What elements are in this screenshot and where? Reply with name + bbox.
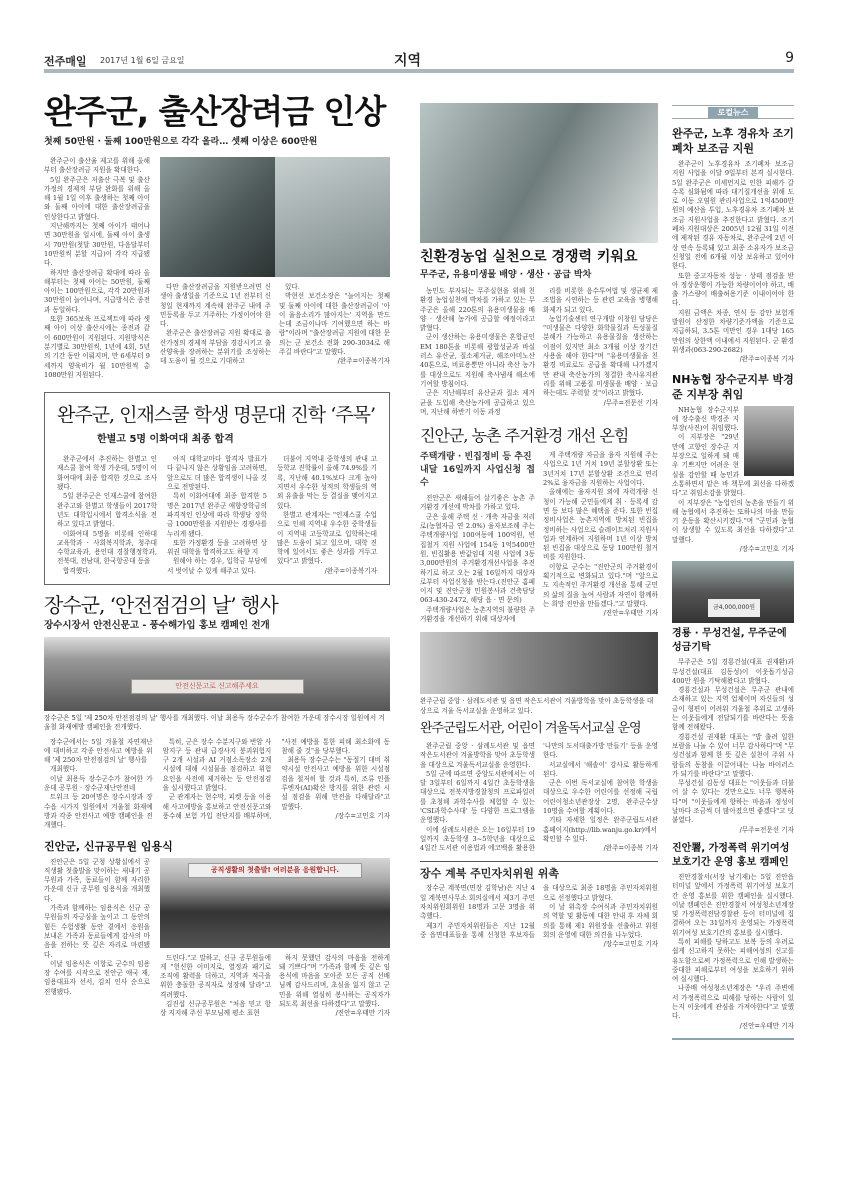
headline-diesel-car: 완주군, 노후 경유차 조기폐차 보조금 지원 bbox=[672, 127, 794, 155]
byline: /진안=우태만 기자 bbox=[603, 609, 658, 618]
photo-mother-baby bbox=[160, 157, 390, 277]
paragraph: 기타 자세한 일정은 완주군립도서관 홈페이지(http://lib.wanju.go.kr)에서 확인할 수 있다. bbox=[543, 816, 658, 843]
subheadline: 첫째 50만원 · 둘째 100만원으로 각각 올라… 셋째 이상은 600만원 bbox=[44, 137, 318, 147]
paragraph: 이 지부장은 "농업인의 농촌을 만들기 위해 농협에서 추진하는 또하나의 마을 만들기 운동을 확산시키겠다."며 "군민과 농협이 상생할 수 있도록 최선을 다하겠다"고 말했다. bbox=[672, 498, 794, 544]
paragraph: 농업기술센터 연구개발 이창원 담당은 "미생물은 다양한 화학물질과 독성물질 분해가 가능하고 유용물질을 생산하는 이점이 있지만 최소 3개월 이상 장기간 사용을 해야 한다"며 "유용미생물을 친환경 비료로도 공급을 확대해 나가겠지만 관내 축산농가의 청결한 축사유지관리를 위해 고품질 미생물을 배양 · 보급하는데도 주력할 것"이라고 밝혔다. bbox=[543, 314, 658, 398]
paragraph: 이 지부장은 "29년 만에 고향인 장수군 지부장으로 일하게 돼 매우 기쁘지만 어려운 현실을 감안할 때 농민과 소통하면서 맡은 바 책무에 최선을 다하겠다"고 취임소감을 밝혔다. bbox=[672, 433, 794, 498]
paragraph: 김진섭 신규공무원은 "처음 믿고 항상 지지해 주신 부모님께 평소 표현 bbox=[160, 1000, 271, 1018]
issue-date: 2017년 1월 6일 금요일 bbox=[100, 56, 185, 65]
article-column bbox=[672, 160, 794, 365]
article-donation bbox=[672, 561, 794, 835]
byline: /진안=우태만 기자 bbox=[739, 1021, 794, 1030]
paragraph: 아직 대학교마다 합격자 발표가 다 끝나지 않은 상황임을 고려하면, 앞으로도 더 많은 합격생이 나올 것으로 전망된다. bbox=[167, 455, 267, 492]
headline-committee: 장수 계북 주민자치위원 위촉 bbox=[420, 867, 559, 881]
paragraph: 있다. bbox=[285, 283, 300, 291]
paragraph: 지원 금액은 차종, 연식 등 감안 보험개발원이 산정한 차량기준가액을 기준으로 지급하되, 3.5톤 미만인 경우 1대당 165만원의 상한액 이내에서 지원된다. 군 환경위생과(063-290-2682) bbox=[672, 308, 794, 354]
paragraph: 최용득 장수군수는 "동절기 대비 취약시설 안전사고 예방을 위한 시설점검을 철저히 할 것과 특히, 조류 인플루엔자(AI)확산 방지를 위한 관련 시설 점검을 위해 만전을 다해달라"고 말했다. bbox=[281, 756, 390, 811]
article-domestic-violence bbox=[672, 842, 794, 1031]
local-news-label: 로컬뉴스 bbox=[708, 107, 758, 118]
article-column bbox=[672, 658, 794, 835]
paragraph: 더불어 지역내 중학생의 관내 고등학교 진학률이 올해 74.9%를 기록, 지난해 40.1%보다 크게 높아지면서 우수한 성적의 학생들의 역외 유출을 막는 등 결실을 맺어지고 있다. bbox=[277, 455, 377, 510]
article-eco-farming bbox=[420, 103, 658, 417]
paragraph: 진안군은 5일 군청 상황실에서 공직생활 첫출발을 맞이하는 새내기 공무원과 가족, 동료들이 함께 자리한 가운데 신규 공무원 임용식을 개최했다. bbox=[44, 857, 150, 903]
paragraph: 장수군 계북면(면장 김학남)은 지난 4일 계북면사무소 회의실에서 제3기 주민자치위원회위원 18명과 고문 3명을 위촉했다. bbox=[420, 884, 535, 921]
donation-check: 금4,000,000원 bbox=[708, 599, 760, 617]
paragraph: 하지 못했던 감사의 마음을 전하게 돼 기쁘다"며 "가족과 함께 뜻 깊은 임용식에 마음을 모아준 모든 공직 선배님께 감사드리며, 초심을 잃지 않고 군민을 위해 열심히 봉사하는 공직자가 되도록 최선을 다하겠다"고 말했다. bbox=[279, 953, 390, 1009]
article-column bbox=[672, 873, 794, 1031]
section-title: 지역 bbox=[394, 53, 422, 69]
paragraph: 군은 지난해부터 유산균과 질소 제거균을 도입해 축산농가에 공급하고 있으며, 지난해 하반기 이동 과정 bbox=[420, 389, 535, 416]
headline-safety-day: 장수군, ‘안전점검의 날’ 행사 bbox=[44, 592, 278, 617]
article-columns bbox=[420, 884, 658, 949]
paragraph: 제3기 주민자치위원들은 지난 12월 중 읍면대표들을 통해 신청한 후보자들을 대상으로 최종 18명을 주민자치위원으로 선정했다고 밝혔다. bbox=[420, 884, 658, 939]
headline-domestic-violence: 진안署, 가정폭력 위기여성 보호기간 운영 홍보 캠페인 bbox=[672, 842, 790, 868]
photo-caption: 장수군은 5일 '제 250차 안전점검의 날' 행사를 개최했다. 이날 최용득 장수군수가 참여한 가운데 장수시장 일원에서 겨울철 화재예방 캠페인을 전개했다. bbox=[44, 713, 385, 732]
paragraph: 완주군에서 추진하는 한별고 인재스쿨 참여 학생 가운데, 5명이 이화여대에 최종 합격한 것으로 조사됐다. bbox=[57, 455, 157, 492]
article-diesel-car bbox=[672, 126, 794, 365]
article-column bbox=[672, 406, 794, 555]
paragraph: 이에 삼례도서관은 오는 16일부터 19일까지 초등학생 3~5학년을 대상으로 4일간 도서관 이용법과 에코백을 활용한 '나만의 도서대출가방 만들기' 등을 운영한다. bbox=[420, 741, 658, 853]
paragraph: 원해야 하는 경우, 입학금 부담에서 벗어날 수 있게 해주고 있다. bbox=[167, 557, 267, 575]
paragraph: 이 날 위촉장 수여식과 주민자치위원의 역할 및 활동에 대한 안내 후 자체 회의를 통해 제1 위원장을 선출하고 위원회의 운영에 대한 의견을 나누었다. bbox=[543, 903, 658, 939]
paragraph: 이화여대 5명을 비롯해 인하대 교육학과 · 사회복지학과, 청주대 수학교육과, 용인대 경찰행정학과, 전북대, 전남대, 한국항공대 등을 bbox=[57, 529, 157, 566]
photo-donation bbox=[672, 561, 794, 623]
paragraph: 완주군립 중앙 · 삼례도서관 및 읍면 작은도서관이 겨울방학을 맞아 초등학생을 대상으로 겨울독서교실을 운영한다. bbox=[420, 741, 535, 769]
article-columns bbox=[420, 451, 658, 624]
middle-region bbox=[420, 103, 658, 950]
paragraph: 5일 완주군은 저출산 극복 및 출산가정의 경제적 부담 완화를 위해 올해 1월 1일 이후 출생하는 첫째 아이와 둘째 아이에 대한 출산장려금을 인상한다고 밝혔다. bbox=[44, 175, 150, 221]
article-column bbox=[44, 157, 150, 380]
header-rule bbox=[44, 69, 794, 73]
photo-microbe-facility bbox=[420, 103, 658, 243]
campaign-banner: 안전신문고로 신고해주세요 bbox=[131, 679, 304, 694]
subheadline: 주택개량 · 빈집정비 등 추진 bbox=[420, 452, 532, 463]
headline-eco-farming: 친환경농업 실천으로 경쟁력 키워요 bbox=[420, 249, 638, 265]
paragraph: 또한 가정환경 등을 고려하면 상위권 대학을 합격하고도 하향 지 bbox=[167, 538, 267, 557]
paragraph: 가족과 함께하는 임용식은 신규 공무원들의 자긍심을 높이고 그 동안의 힘든 수험생활 동안 곁에서 응원을 보내온 가족과 동료들에게 감사의 마음을 전하는 뜻 깊은 자리로 마련됐다. bbox=[44, 904, 150, 959]
ceremony-banner: 공직생활의 첫출발! 여러분을 응원합니다. bbox=[188, 863, 363, 878]
paragraph: 하지만 출산장려금 확대에 따라 올해부터는 첫째 아이는 50만원, 둘째 아이는 100만원으로, 각각 20만원과 30만원이 늘어나며, 지급방식은 종전과 동일하다. bbox=[44, 268, 150, 314]
paragraph: 리를 비롯한 음수투여법 및 생균제 제조법을 시연하는 등 관련 교육을 병행해 화제가 되고 있다. bbox=[543, 287, 658, 314]
article-right-part bbox=[160, 858, 390, 1019]
article-box-talent-school bbox=[44, 392, 390, 585]
paragraph: 게 주택개량 자금을 융자 지원해 주는 사업으로 1년 거치 19년 분할상환 또는 3년거치 17년 분할상환 조건으로 연리 2%로 융자금을 지원하는 사업이다. bbox=[543, 451, 658, 488]
headline-birth-incentive: 완주군, 출산장려금 인상 bbox=[44, 92, 386, 131]
paragraph: 특히, 군은 장수 수분지구와 번암 사암지구 등 관내 급경사지 붕괴위험지구 2개 시설과 AI 거점소독장소 2개 시설에 대해 시설물을 점검하고 위험요인을 사전에 제거하는 등 안전점검을 실시했다고 밝혔다. bbox=[162, 737, 272, 793]
page-number: 9 bbox=[785, 50, 794, 66]
paragraph: 이날 임용식은 이항로 군수의 임용장 수여를 시작으로 진안군 애국 재, 임용대표자 선서, 김치 인사 순으로 진행됐다. bbox=[44, 959, 150, 996]
paragraph: 군 관계자는 현수막, 피켓 등을 이용해 사고예방을 홍보하고 안전신문고와 풍수해 보험 가입 전단지를 배부하며, "사전 예방을 통한 피해 최소화에 동참해 줄 것"을 당부했다. bbox=[162, 737, 390, 820]
photo-appointment-ceremony bbox=[160, 858, 390, 948]
paragraph: 완주군은 출산장려금 지원 확대로 출산가정의 경제적 부담을 경감시키고 출산양육을 장려하는 분위기를 조성하는데 도움이 될 것으로 기대하고 bbox=[160, 329, 271, 366]
paragraph: 한별고 관계자는 "인재스쿨 수업으로 인해 지역내 우수한 중학생들이 지역내 고등학교로 입학하는데 많은 도움이 되고 있으며, 대학 진학에 있어서도 좋은 성과를 거두고 있다"고 밝혔다. bbox=[277, 510, 377, 566]
paragraph: 이날 최용득 장수군수가 참여한 가운데 공무원 · 장수군재난안전네 bbox=[44, 774, 153, 793]
paragraph: 이항로 군수는 "진안군의 주거환경이 획기적으로 변화되고 있다."며 "앞으로도 지속적인 주거환경 개선을 통해 군민의 삶의 질을 높여 사람과 자연이 함께하는 희망 진안을 만들겠다."고 말했다. bbox=[543, 562, 658, 608]
headline-nh-appointment: NH농협 장수군지부 박경준 지부장 취임 bbox=[672, 372, 794, 401]
paragraph: NH농협 장수군지부에 장수출신 박경준 지부장(사진)이 취임했다. bbox=[672, 405, 739, 433]
article-rural-housing bbox=[420, 425, 658, 624]
article-birth-incentive bbox=[44, 92, 390, 380]
article-columns bbox=[160, 283, 390, 367]
headline-talent-school: 완주군, 인재스쿨 학생 명문대 진학 ‘주목’ bbox=[57, 404, 375, 427]
paragraph: 완주군이 노후경유차 조기폐차 보조금 지원 사업을 이달 9일부터 본격 실시한다. 5일 완주군은 미세먼지로 인한 피해가 갈수록 심화됨에 따라 대기질개선을 위해 도로 이동 오염원 관리사업으로 1억4500만원의 예산을 투입, 노후경유차 조기폐차 보조금 지원사업을 추진한다고 밝혔다. 조기 폐차 지원대상은 2005년 12월 31일 이전에 제작된 경유 자동차로, 완주군에 2년 이상 연속 등록돼 있고 최종 소유자가 보조금 신청일 전에 6개월 이상 보유하고 있어야 한다. bbox=[672, 160, 794, 271]
paragraph: 완주군이 출산율 제고를 위해 올해부터 출산장려금 지원을 확대한다. bbox=[44, 157, 150, 175]
article-new-officials bbox=[44, 839, 390, 1019]
article-library bbox=[420, 632, 658, 853]
right-sidebar bbox=[672, 105, 794, 1040]
paragraph: 서교실에서 '해솔이' 강사로 활동하게 된다. bbox=[543, 760, 658, 778]
photo-mother-baby-left bbox=[160, 157, 275, 277]
subheadline: 장수시장서 안전신문고 - 풍수해가입 홍보 캠페인 전개 bbox=[44, 619, 270, 631]
photo-caption: 완주군립 중앙 · 삼례도서관 및 읍면 작은도서관이 겨울방학을 맞아 초등학생을 대상으로 겨울 독서교실을 운영하고 있다. bbox=[420, 697, 654, 715]
article-column bbox=[44, 858, 150, 1019]
photo-library-class bbox=[420, 632, 658, 694]
masthead bbox=[44, 50, 794, 70]
byline: /완주=이종복기자 bbox=[324, 566, 377, 575]
article-columns bbox=[420, 742, 658, 854]
article-safety-day bbox=[44, 593, 390, 831]
paragraph: 특히 이화여대에 최종 합격한 5명은 2017년 완주군 애향장학금의 파격적인 인상에 따라 학생당 장학금 1000만원을 지원받는 경쟁사를 누리게 됐다. bbox=[167, 492, 267, 538]
paragraph: 주택개량사업은 농촌지역의 불량한 주거환경을 개선하기 위해 대상자에 bbox=[420, 605, 535, 624]
headline-new-officials: 진안군, 신규공무원 임용식 bbox=[44, 839, 173, 853]
article-columns bbox=[420, 287, 658, 417]
byline: /장수=고민호 기자 bbox=[603, 940, 658, 949]
headline-library: 완주군립도서관, 어린이 겨울독서교실 운영 bbox=[420, 720, 641, 736]
paragraph: 드린다."고 말하고, 신규 공무원들에게 "헌신한 이미지로, 열정과 패기로 조직에 활력을 더하고, 지역과 적극을 위한 충돌한 공직자로 성장해 달라"고 격려했다. bbox=[160, 953, 271, 999]
subheadline: 무주군, 유용미생물 배양 · 생산 · 공급 박차 bbox=[420, 270, 592, 280]
paragraph: 진안경찰서(서장 남기재)는 5일 진안읍 터미널 앞에서 가정폭력 위기여성 보호기간 운영 홍보를 위한 캠페인을 실시했다. 이날 캠페인은 진안경찰서 여성청소년계장 및 가정폭력전담경찰관 등이 터미널에 집결하여 오는 31일까지 운영되는 가정폭력 위기여성 보호기간의 홍보를 실시했다. bbox=[672, 872, 794, 937]
paragraph: 트워크 등 20여명은 장수시장과 장수읍 시가지 일원에서 겨울철 화재예방과 각종 안전사고 예방 캠페인을 전개했다. bbox=[44, 793, 153, 830]
divider bbox=[420, 861, 658, 862]
headline-rural-housing: 진안군, 농촌 주거환경 개선 온힘 bbox=[420, 426, 629, 446]
portrait-photo bbox=[744, 406, 794, 476]
byline: /장수=고민호 기자 bbox=[335, 811, 390, 820]
paragraph: 군은 올해 주택 신 · 개축 자금을 저리로(농협자금 연 2.0%) 융자보조해 주는 주택개량사업 100여동에 100억원, 빈집철거 지원 사업에 154동 1억5400만원, 빈집활용 반값임대 지원 사업에 3동 3,000만원의 주거환경개선사업을 추진하기로 하고 오는 2월 16일까지 대상자로부터 사업신청을 받는다.(진안군 홈페이지 및 진안군청 민원봉사과 건축담당 063-430-2472, 해당 읍 · 면 문의) bbox=[420, 512, 535, 605]
paragraph: 군은 이번 독서교실에 참여한 학생을 대상으로 우수한 어린이를 선정해 국립어린이청소년관장상 2명, 완주군수상 10명을 수여할 계획이다. bbox=[543, 779, 658, 815]
paragraph: 개최했다. bbox=[50, 765, 78, 774]
paragraph: 농민도 부자되는 무주실현을 위해 친환경 농업실천에 박차를 가하고 있는 무주군은 올해 220톤의 유용미생물을 배양 · 생산해 농가에 공급할 예정이라고 밝혔다. bbox=[420, 287, 535, 333]
photo-mother-baby-right bbox=[275, 157, 390, 277]
photo-safety-campaign bbox=[44, 637, 390, 711]
subheadline: 내달 16일까지 사업신청 접수 bbox=[420, 465, 535, 489]
article-body bbox=[44, 858, 390, 1019]
paragraph: 경룡건설 권재환 대표는 "밥 출려 일한 보람을 나눌 수 있어 너무 감사하다"며 "무성건설과 함께 한 뜻 깊은 실천이 주위 사람들의 동참을 이끌어내는 나눔 바이러스가 되기를 바란다"고 말했다. bbox=[672, 732, 794, 778]
divider bbox=[672, 1038, 794, 1040]
paragraph: 무주군은 5일 경룡건설(대표 권재환)과 무성건설(대표 김동성)이 이웃돕기성금 400만 원을 기탁해왔다고 밝혔다. bbox=[672, 658, 794, 685]
paragraph: 나종배 여성청소년계장은 "우리 주변에서 가정폭력으로 피해를 당하는 사람이 있는지 이웃에게 관심을 가져야한다"고 말했다. bbox=[672, 984, 794, 1021]
article-columns bbox=[57, 455, 377, 576]
paragraph: 또한 365보육 프로젝트에 따라 셋째 아이 이상 출산시에는 종전과 같이 600만원이 지원된다. 지원방식은 분기별로 30만원씩, 1년에 4회, 5년의 기간 동안 이뤄지며, 만 6세부터 9세까지 양육비가 월 10만원씩 총 1080만원 지원된다. bbox=[44, 315, 150, 379]
article-right-part bbox=[160, 157, 390, 380]
paragraph: 올해에는 융자지원 외에 자력개량 신청이 가능해 군민들에게 취 · 등록세 감면 등 보다 많은 혜택을 준다. 또한 빈집 정비사업은 농촌지역에 방치된 빈집을 정비하는 사업으로 슬레이트처리 지원사업과 연계하여 지원하며 1년 이상 방치된 빈집을 대상으로 동당 100만원 철거비를 지원한다. bbox=[543, 488, 658, 562]
paragraph: 박현선 보건소장은 "늘어지는 첫째 및 둘째 아이에 대한 출산장려금이 '아이 울음소리가 많아지는' 지역을 만드는데 조금이나마 기여했으면 하는 바람"이라며 "출산장려금 지원에 대한 문의는 군 보건소 전화 290-3034로 해주길 바란다"고 말했다. bbox=[279, 292, 390, 357]
byline: /완주=이종복기자 bbox=[337, 357, 390, 366]
paragraph: 5일 완주군은 인재스쿨에 참여한 완주고와 한별고 학생들이 2017학년도 대학입시에서 합격소식을 전하고 있다고 밝혔다. bbox=[57, 492, 157, 529]
paragraph: 지난해까지는 첫째 아이가 태어나면 30만원을 일시에, 둘째 아이 출생시 70만원(첫달 30만원, 다음달부터 10만원씩 분할 지급)이 각각 지급됐다. bbox=[44, 222, 150, 268]
paragraph: 무성건설 김동성 대표는 "이웃들과 더불어 살 수 있다는 것만으로도 너무 행복하다"며 "이웃들에게 향하는 마음과 정성이 날마다 조금씩 더 많아졌으면 좋겠다"고 덧붙였다. bbox=[672, 779, 794, 825]
paragraph: 장수군에서는 5일 겨울철 자연재난에 대비하고 각종 안전사고 예방을 위해 '제 250차 안전점검의 날' 행사를 bbox=[44, 737, 153, 765]
newspaper-name: 전주매일 bbox=[44, 55, 87, 68]
article-nh-appointment bbox=[672, 372, 794, 555]
article-committee bbox=[420, 861, 658, 949]
paragraph: 군이 생산하는 유용미생물은 혼합균인 EM 180톤을 비롯해 광합성균과 바실러스 유산균, 질소제거균, 해조아미노산 40톤으로, 비료용뿐만 아니라 축산 농가를 대상으로도 지원해 축사냄새 해소에 기여할 방침이다. bbox=[420, 333, 535, 388]
headline-donation: 경룡 · 무성건설, 무주군에 성금기탁 bbox=[672, 628, 787, 654]
paragraph: 합격했다. bbox=[63, 566, 91, 575]
paragraph: 5일 군에 따르면 중앙도서관에서는 이달 3일부터 6일까지 4일간 초등학생을 대상으로 전북지방경찰청의 프로파일러를 초청해 과학수사를 체험할 수 있는 'CSI과학수사대' 등 다양한 프로그램을 운영했다. bbox=[420, 769, 535, 825]
paragraph: 진안군은 새해들어 살기좋은 농촌 주거환경 개선에 박차를 가하고 있다. bbox=[420, 494, 535, 512]
local-news-tag bbox=[672, 105, 794, 119]
byline: /완주=이종복 기자 bbox=[603, 844, 658, 853]
paragraph: 경룡건설과 무성건설은 무주군 관내에 소재하고 있는 지역 업체이며 자신들의 성금이 형편이 어려워 겨울철 추위로 고생하는 이웃들에게 전달되기를 바란다는 뜻을 함께 전해왔다. bbox=[672, 686, 794, 732]
byline: /장수=고민호 기자 bbox=[739, 544, 794, 553]
byline: /완주=이종복 기자 bbox=[739, 355, 794, 364]
paragraph: 특히 피해를 당하고도 보복 등의 우려로 쉽게 신고하지 못하는 피해여성의 신고를 유도함으로써 가정폭력으로 인해 발생하는 중대한 피해로부터 여성을 보호하기 위하여 실시했다. bbox=[672, 938, 794, 984]
byline: /무주=전문선 기자 bbox=[603, 398, 658, 407]
paragraph: 다만 출산장려금을 지원받으려면 신생아 출생일을 기준으로 1년 전부터 신청일 현재까지 계속해 완주군 내에 주민등록을 두고 거주하는 가정이어야 한다. bbox=[160, 283, 271, 329]
article-columns bbox=[44, 738, 390, 831]
article-columns bbox=[160, 954, 390, 1019]
paragraph: 또한 중고자동차 성능 · 상태 점검을 받아 정상운행이 가능한 차량이어야 하고, 배출 가스량이 배출허용기준 이내이어야 한다. bbox=[672, 271, 794, 308]
article-body bbox=[44, 157, 390, 380]
byline: /진안=우태만 기자 bbox=[335, 1009, 390, 1018]
left-region bbox=[44, 92, 390, 1019]
byline: /무주=전문선 기자 bbox=[739, 825, 794, 834]
subheadline: 한별고 5명 이화여대 최종 합격 bbox=[97, 434, 234, 446]
